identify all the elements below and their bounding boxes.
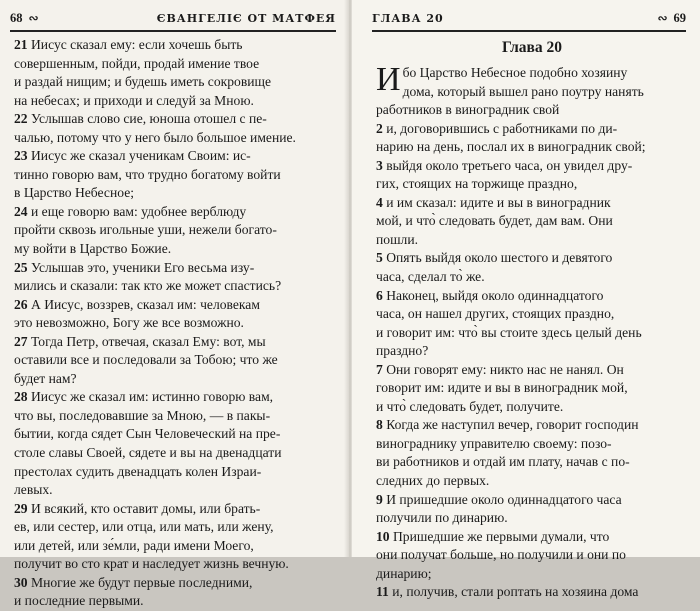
verse-text: и еще говорю вам: удобнее верблюду bbox=[27, 203, 247, 219]
verse-text: Услышав слово сие, юноша отошел с пе- bbox=[27, 111, 267, 127]
verse-text: нарию на день, послал их в виноградник свой; bbox=[376, 139, 646, 155]
verse-number: 7 bbox=[376, 361, 383, 377]
right-header-rule bbox=[372, 30, 686, 32]
verse-text: левых. bbox=[14, 482, 53, 498]
verse-number: 8 bbox=[376, 417, 383, 433]
text-line bbox=[376, 398, 688, 417]
text-line bbox=[376, 509, 688, 528]
text-line bbox=[14, 73, 330, 92]
verse-number: 22 bbox=[14, 111, 28, 127]
text-line bbox=[376, 528, 688, 547]
verse-text: престолах судить двенадцать колен Израи- bbox=[14, 463, 262, 479]
header-ornament-icon: ∾ bbox=[28, 11, 39, 25]
verse-text: му войти в Царство Божие. bbox=[14, 241, 172, 257]
verse-text: бо Царство Небесное подобно хозяину bbox=[402, 65, 628, 80]
text-line bbox=[14, 407, 330, 426]
verse-text: получит во сто крат и наследует жизнь вечную. bbox=[14, 556, 289, 572]
verse-text: и последние первыми. bbox=[14, 593, 144, 609]
text-line bbox=[14, 55, 330, 74]
verse-text: и им сказал: идите и вы в виноградник bbox=[382, 194, 611, 210]
text-line bbox=[376, 157, 688, 176]
text-line bbox=[376, 231, 688, 250]
verse-text: часа, он нашел других, стоящих праздно, bbox=[376, 306, 615, 322]
verse-text: чалью, потому что у него было большое имение. bbox=[14, 129, 296, 145]
header-ornament-icon: ∾ bbox=[657, 11, 668, 25]
verse-text: Опять выйдя около шестого и девятого bbox=[382, 250, 613, 266]
text-line bbox=[376, 175, 688, 194]
verse-text: оставили все и последовали за Тобою; что же bbox=[14, 352, 278, 368]
text-line bbox=[376, 83, 688, 102]
left-page-text bbox=[14, 36, 330, 611]
verse-text: и, договорившись с работниками по ди- bbox=[382, 120, 618, 136]
verse-number: 28 bbox=[14, 389, 28, 405]
verse-text: тинно говорю вам, что трудно богатому войти bbox=[14, 166, 281, 182]
text-line bbox=[14, 574, 330, 593]
verse-text: это невозможно, Богу же все возможно. bbox=[14, 315, 244, 331]
text-line bbox=[14, 518, 330, 537]
text-line bbox=[14, 92, 330, 111]
text-line bbox=[14, 129, 330, 148]
verse-number: 30 bbox=[14, 574, 28, 590]
text-line bbox=[376, 546, 688, 565]
text-line bbox=[14, 36, 330, 55]
text-line bbox=[376, 453, 688, 472]
text-line bbox=[376, 472, 688, 491]
verse-text: винограднику управителю своему: позо- bbox=[376, 435, 612, 451]
verse-text: совершенным, пойди, продай имение твое bbox=[14, 55, 260, 71]
verse-number: 10 bbox=[376, 528, 390, 544]
verse-text: в Царство Небесное; bbox=[14, 185, 135, 201]
verse-text: И пришедшие около одиннадцатого часа bbox=[382, 491, 622, 507]
verse-number: 6 bbox=[376, 287, 383, 303]
verse-text: пошли. bbox=[376, 231, 418, 247]
verse-number: 5 bbox=[376, 250, 383, 266]
text-line bbox=[14, 240, 330, 259]
verse-number: 21 bbox=[14, 37, 28, 52]
text-line bbox=[376, 416, 688, 435]
verse-text: мой, и что̀ следовать будет, дам вам. Они bbox=[376, 213, 613, 229]
verse-number: 25 bbox=[14, 259, 28, 275]
text-line bbox=[14, 166, 330, 185]
verse-text: дома, который вышел рано поутру нанять bbox=[402, 83, 644, 99]
text-line bbox=[14, 444, 330, 463]
verse-text: следних до первых. bbox=[376, 473, 490, 489]
text-line bbox=[14, 388, 330, 407]
right-page bbox=[352, 0, 700, 600]
text-line bbox=[14, 259, 330, 278]
text-line bbox=[14, 481, 330, 500]
verse-text: и, получив, стали роптать на хозяина дома bbox=[388, 584, 639, 600]
text-line bbox=[376, 287, 688, 306]
verse-number: 24 bbox=[14, 203, 28, 219]
verse-text: мились и сказали: так кто же может спастись? bbox=[14, 278, 282, 294]
verse-text: гих, стоящих на торжище праздно, bbox=[376, 176, 578, 192]
verse-text: динарию; bbox=[376, 565, 432, 581]
verse-text: что вы, последовавшие за Мною, — в пакы- bbox=[14, 407, 271, 423]
verse-text: часа, сделал то̀ же. bbox=[376, 269, 485, 285]
left-page-header bbox=[10, 7, 336, 29]
text-line bbox=[14, 147, 330, 166]
verse-text: столе славы Своей, сядете и вы на двенадцати bbox=[14, 445, 282, 461]
text-line bbox=[376, 361, 688, 380]
verse-text: на небесах; и приходи и следуй за Мною. bbox=[14, 92, 254, 108]
text-line bbox=[14, 370, 330, 389]
verse-text: говорит им: идите и вы в виноградник мой, bbox=[376, 380, 628, 396]
verse-number: 11 bbox=[376, 584, 389, 600]
right-running-title: ГЛАВА 20 bbox=[372, 11, 444, 25]
text-line bbox=[376, 268, 688, 287]
verse-text: и раздай нищим; и будешь иметь сокровище bbox=[14, 74, 272, 90]
left-header-rule bbox=[10, 30, 336, 32]
verse-number: 3 bbox=[376, 157, 383, 173]
verse-text: и говорит им: что̀ вы стоите здесь целый день bbox=[376, 324, 642, 340]
text-line bbox=[376, 491, 688, 510]
text-line bbox=[376, 305, 688, 324]
verse-text: Многие же будут первые последними, bbox=[27, 574, 253, 590]
text-line bbox=[14, 314, 330, 333]
drop-cap: И bbox=[376, 61, 401, 98]
verse-text: Иисус же сказал им: истинно говорю вам, bbox=[27, 389, 274, 405]
chapter-heading: Глава 20 bbox=[501, 39, 563, 56]
text-line bbox=[376, 565, 688, 584]
verse-text: пройти сквозь игольные уши, нежели богато- bbox=[14, 222, 277, 238]
text-line bbox=[376, 212, 688, 231]
verse-text: работников в виноградник свой bbox=[376, 102, 560, 118]
verse-text: И всякий, кто оставит домы, или брать- bbox=[27, 500, 261, 516]
verse-text: выйдя около третьего часа, он увидел дру- bbox=[382, 157, 633, 173]
verse-text: праздно? bbox=[376, 343, 429, 359]
text-line bbox=[14, 351, 330, 370]
text-line bbox=[14, 203, 330, 222]
verse-text: ев, или сестер, или отца, или мать, или жену, bbox=[14, 519, 274, 535]
text-line bbox=[376, 138, 688, 157]
verse-text: или детей, или зе́мли, ради имени Моего, bbox=[14, 537, 254, 553]
verse-number: 4 bbox=[376, 194, 383, 210]
text-line bbox=[376, 342, 688, 361]
verse-number: 27 bbox=[14, 333, 28, 349]
verse-number: 26 bbox=[14, 296, 28, 312]
verse-text: бытии, когда сядет Сын Человеческий на пре- bbox=[14, 426, 281, 442]
text-line bbox=[14, 110, 330, 129]
text-line bbox=[14, 184, 330, 203]
verse-number: 29 bbox=[14, 500, 28, 516]
verse-text: получили по динарию. bbox=[376, 510, 508, 526]
text-line bbox=[376, 64, 688, 83]
text-line bbox=[376, 435, 688, 454]
verse-text: будет нам? bbox=[14, 370, 77, 386]
verse-text: А Иисус, воззрев, сказал им: человекам bbox=[27, 296, 260, 312]
text-line bbox=[14, 296, 330, 315]
verse-text: Пришедшие же первыми думали, что bbox=[389, 528, 610, 544]
right-page-header bbox=[372, 7, 686, 29]
text-line bbox=[376, 379, 688, 398]
verse-number: 23 bbox=[14, 148, 28, 164]
verse-text: Услышав это, ученики Его весьма изу- bbox=[27, 259, 255, 275]
left-page bbox=[0, 0, 348, 609]
verse-number: 2 bbox=[376, 120, 383, 136]
right-page-number: 69 bbox=[673, 10, 686, 25]
text-line bbox=[14, 537, 330, 556]
verse-text: Иисус же сказал ученикам Своим: ис- bbox=[27, 148, 251, 164]
verse-text: Тогда Петр, отвечая, сказал Ему: вот, мы bbox=[27, 333, 266, 349]
right-page-text bbox=[376, 36, 688, 602]
text-line bbox=[14, 221, 330, 240]
text-line bbox=[376, 120, 688, 139]
text-line bbox=[14, 277, 330, 296]
verse-text: Иисус сказал ему: если хочешь быть bbox=[27, 37, 243, 52]
verse-text: ви работников и отдай им плату, начав с по- bbox=[376, 454, 630, 470]
verse-text: Когда же наступил вечер, говорит господин bbox=[382, 417, 639, 433]
text-line bbox=[14, 463, 330, 482]
verse-text: и что̀ следовать будет, получите. bbox=[376, 398, 564, 414]
left-page-number: 68 bbox=[10, 10, 23, 25]
text-line bbox=[14, 425, 330, 444]
verse-number: 9 bbox=[376, 491, 383, 507]
text-line bbox=[376, 249, 688, 268]
text-line bbox=[14, 555, 330, 574]
text-line bbox=[14, 333, 330, 352]
text-line bbox=[376, 583, 688, 602]
text-line bbox=[376, 324, 688, 343]
text-line bbox=[376, 101, 688, 120]
text-line bbox=[14, 500, 330, 519]
verse-text: они получат больше, но получили и они по bbox=[376, 547, 626, 563]
verse-text: Наконец, выйдя около одиннадцатого bbox=[382, 287, 604, 303]
text-line bbox=[376, 194, 688, 213]
verse-text: Они говорят ему: никто нас не нанял. Он bbox=[382, 361, 624, 377]
left-running-title: ЄВАНГЕЛІЄ ОТ МАТФЕЯ bbox=[156, 11, 336, 25]
text-line bbox=[14, 592, 330, 611]
